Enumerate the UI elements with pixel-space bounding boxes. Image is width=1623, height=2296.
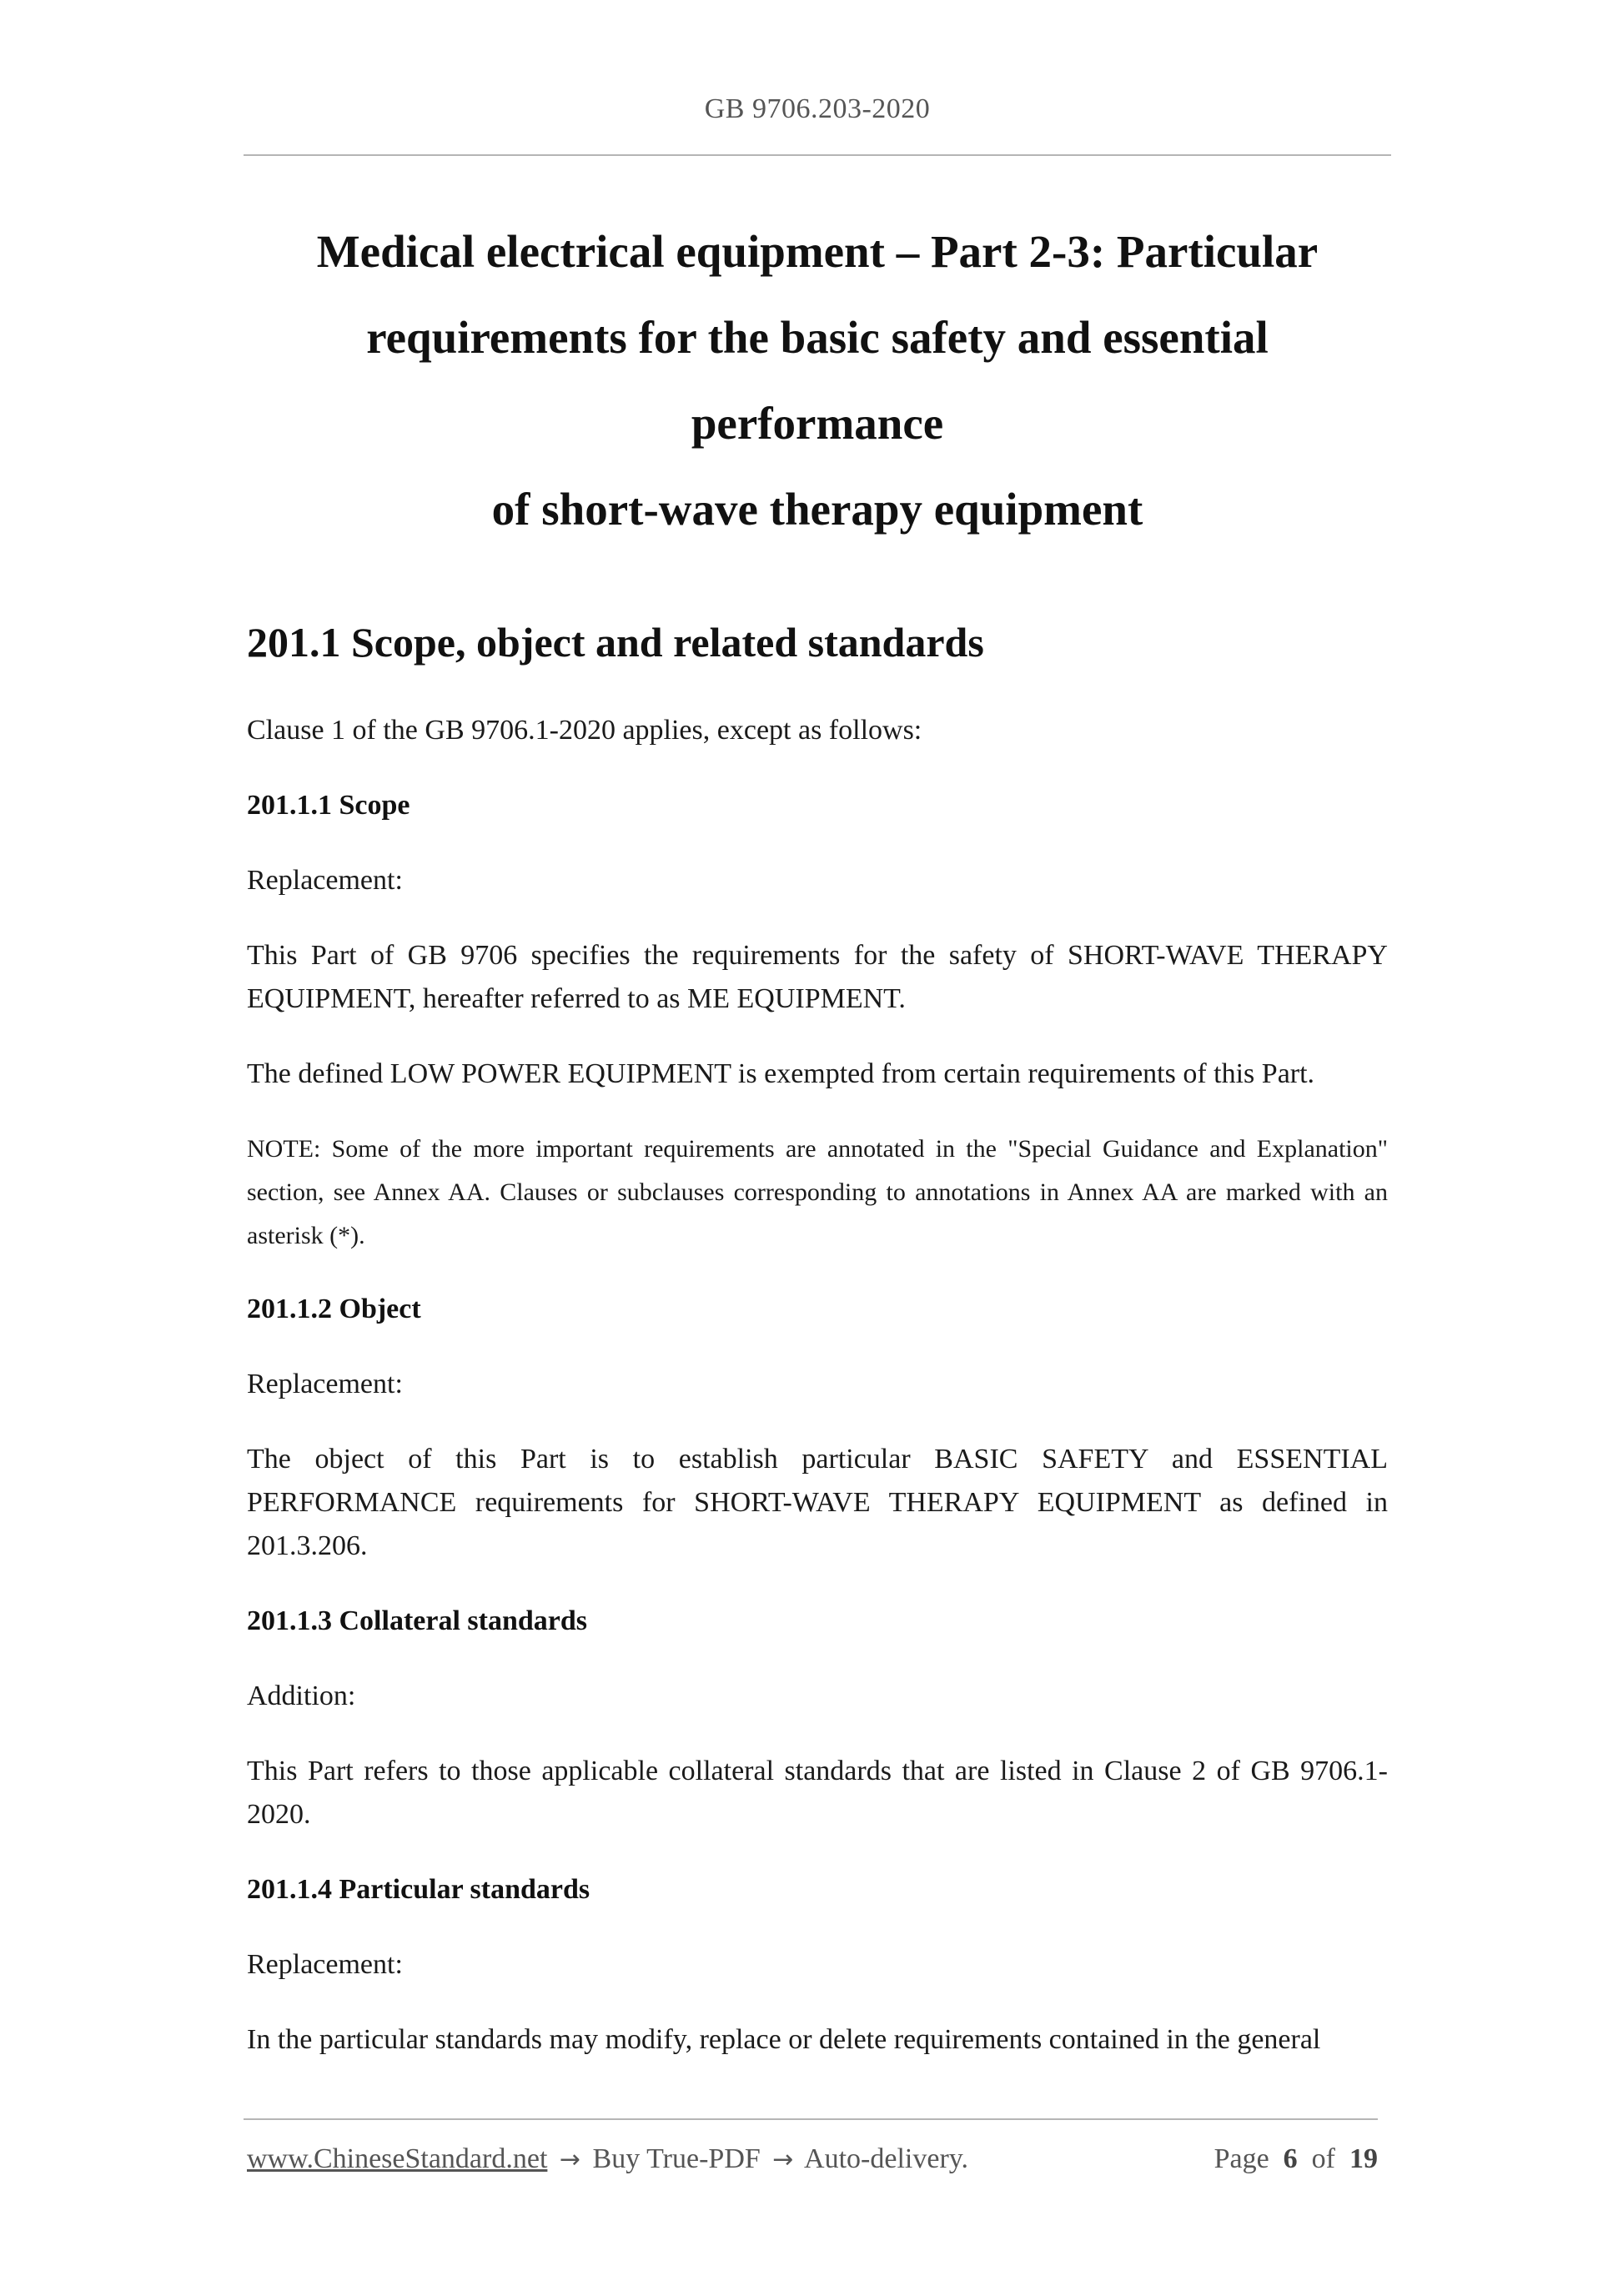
title-line-1: Medical electrical equipment – Part 2-3: Particular xyxy=(316,226,1319,277)
footer-promo xyxy=(247,2143,968,2175)
auto-delivery-text: Auto-delivery. xyxy=(804,2143,969,2174)
page-number xyxy=(1214,2143,1378,2175)
scope-label: Replacement: xyxy=(247,865,403,896)
running-header: GB 9706.203-2020 xyxy=(704,93,931,124)
site-link[interactable]: www.ChineseStandard.net xyxy=(247,2143,548,2174)
object-paragraph: The object of this Part is to establish particular BASIC SAFETY and ESSENTIAL PERFORMANCE requirements for SHORT-WAVE THERAPY EQUIPMENT as defined in 201.3.206. xyxy=(247,1444,1388,1561)
buy-true-pdf-text: Buy True-PDF xyxy=(592,2143,761,2174)
footer-divider xyxy=(244,2118,1378,2120)
page-total: 19 xyxy=(1349,2143,1378,2174)
subclause-heading-scope: 201.1.1 Scope xyxy=(247,790,410,821)
subclause-heading-object: 201.1.2 Object xyxy=(247,1294,421,1324)
particular-label: Replacement: xyxy=(247,1949,403,1980)
section-heading: 201.1 Scope, object and related standards xyxy=(247,619,984,666)
scope-note: NOTE: Some of the more important requirements are annotated in the "Special Guidance and Explanation" section, see Annex AA. Clauses or subclauses corresponding to annotations in Annex AA are marked with an asterisk (*). xyxy=(247,1135,1388,1249)
collateral-paragraph: This Part refers to those applicable collateral standards that are listed in Clause 2 of GB 9706.1-2020. xyxy=(247,1756,1388,1830)
page-word: Page xyxy=(1213,2143,1269,2174)
document-title xyxy=(244,208,1391,552)
right-arrow-icon: → xyxy=(772,2145,794,2174)
collateral-label: Addition: xyxy=(247,1681,356,1711)
of-word: of xyxy=(1311,2143,1335,2174)
subclause-heading-collateral: 201.1.3 Collateral standards xyxy=(247,1605,587,1636)
title-line-3: of short-wave therapy equipment xyxy=(491,484,1143,535)
title-line-2: requirements for the basic safety and essential performance xyxy=(366,312,1269,449)
subclause-heading-particular: 201.1.4 Particular standards xyxy=(247,1874,590,1905)
page-current: 6 xyxy=(1283,2143,1298,2174)
right-arrow-icon: → xyxy=(559,2145,581,2174)
particular-paragraph: In the particular standards may modify, replace or delete requirements contained in the general xyxy=(247,2024,1321,2055)
header-divider xyxy=(244,154,1391,156)
document-body xyxy=(247,609,1388,2093)
scope-paragraph-2: The defined LOW POWER EQUIPMENT is exempted from certain requirements of this Part. xyxy=(247,1058,1315,1089)
scope-paragraph-1: This Part of GB 9706 specifies the requirements for the safety of SHORT-WAVE THERAPY EQUIPMENT, hereafter referred to as ME EQUIPMENT. xyxy=(247,940,1388,1014)
section-intro: Clause 1 of the GB 9706.1-2020 applies, except as follows: xyxy=(247,715,922,746)
object-label: Replacement: xyxy=(247,1369,403,1399)
